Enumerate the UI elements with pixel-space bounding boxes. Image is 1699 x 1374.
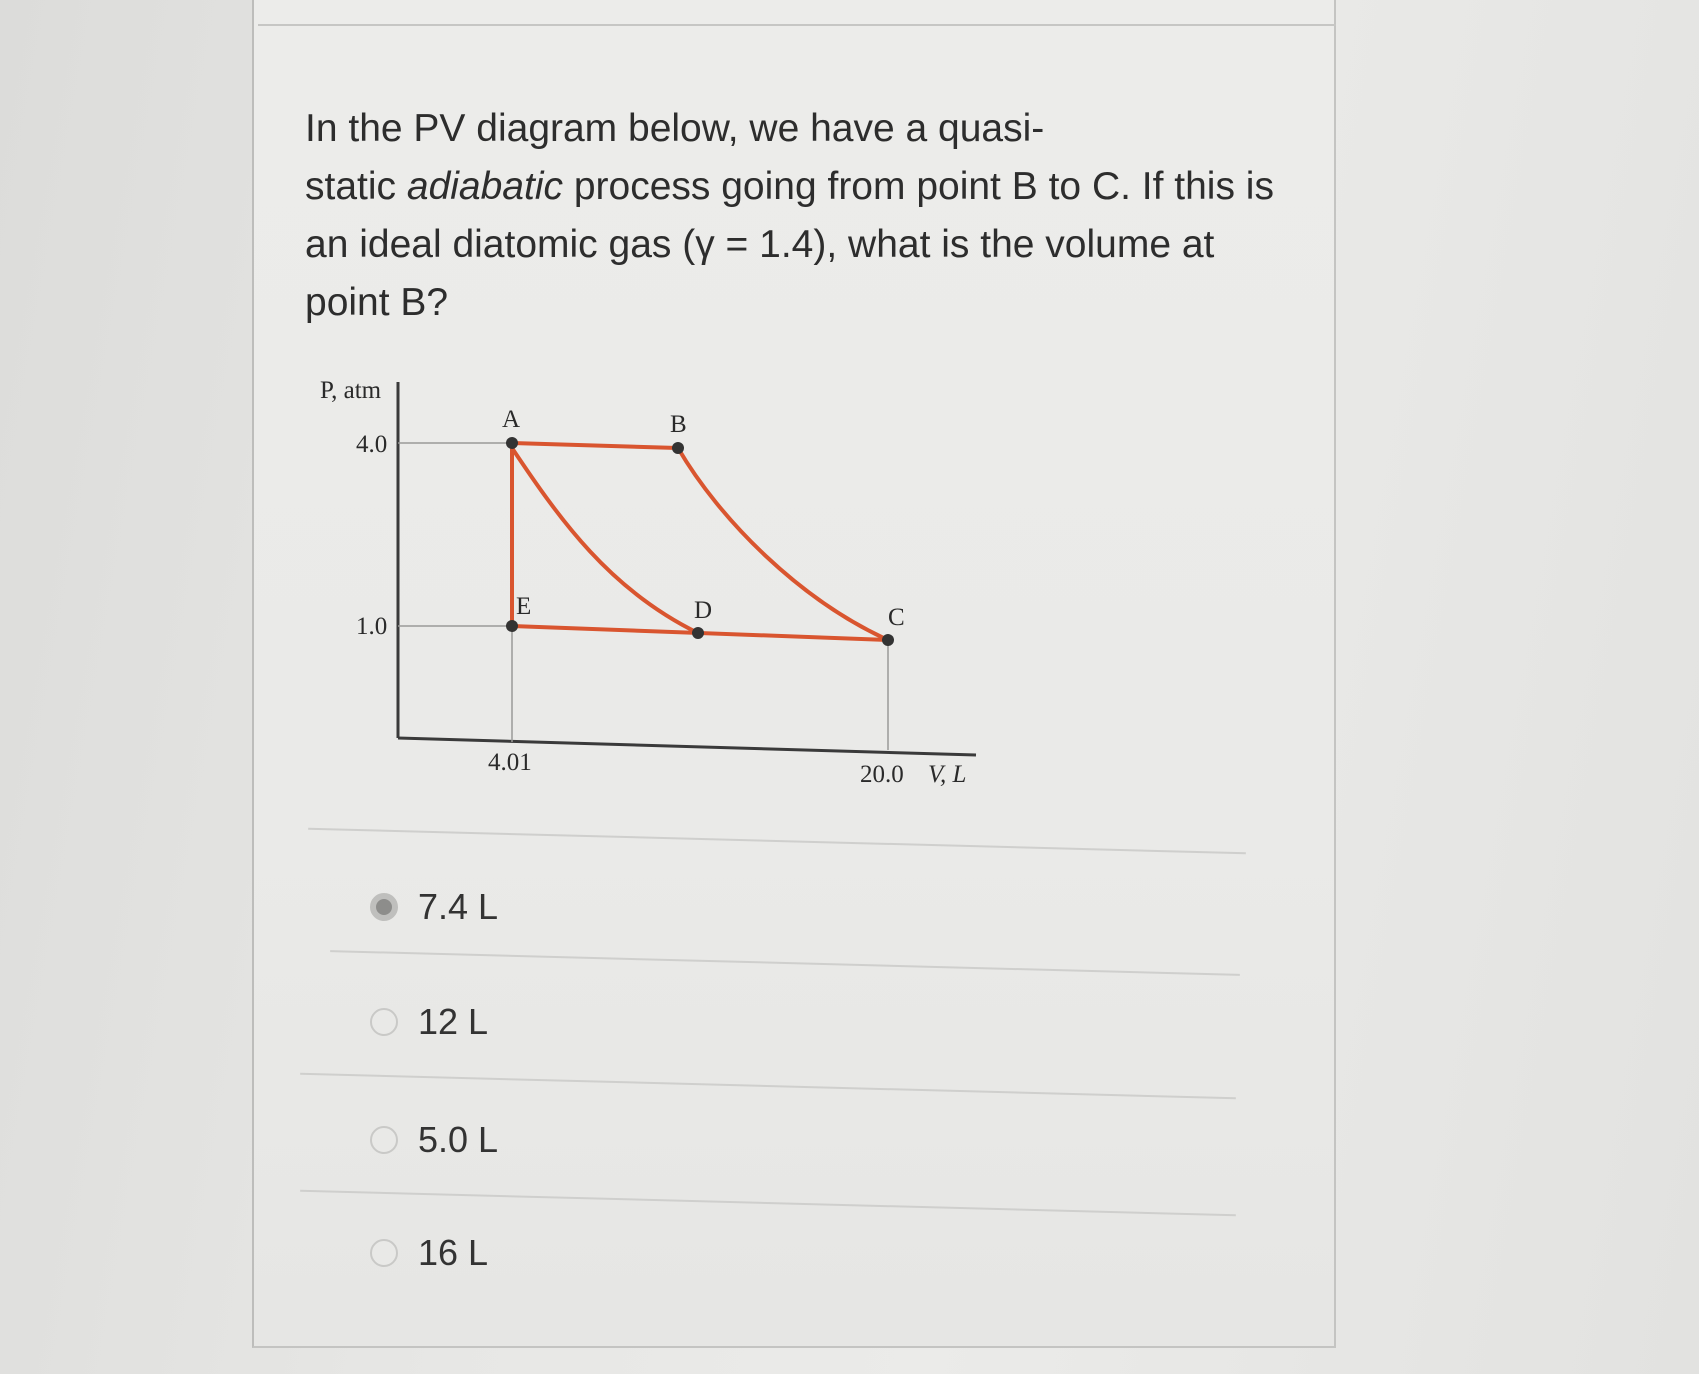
point-c-label: C <box>888 604 905 631</box>
radio-icon[interactable] <box>370 1239 398 1267</box>
point-e-label: E <box>516 593 532 620</box>
x-tick-20: 20.0 <box>860 761 904 788</box>
answer-option-2[interactable] <box>370 1001 488 1043</box>
question-line-2b: process going from point B to C. If this is <box>563 165 1274 208</box>
question-emphasis: adiabatic <box>406 165 563 208</box>
point-b-marker <box>672 442 684 454</box>
process-ad-curve <box>512 448 698 633</box>
y-axis-label: P, atm <box>320 377 382 404</box>
answer-option-3[interactable] <box>370 1119 498 1161</box>
answer-option-1[interactable] <box>370 886 498 928</box>
point-d-marker <box>692 627 704 639</box>
radio-icon[interactable] <box>370 1126 398 1154</box>
point-d-label: D <box>694 597 713 624</box>
answer-option-4[interactable] <box>370 1232 488 1274</box>
answer-label: 7.4 L <box>418 886 499 927</box>
pv-diagram-svg <box>300 370 1000 790</box>
pv-diagram <box>300 370 1000 790</box>
point-a-label: A <box>502 406 521 433</box>
radio-icon[interactable] <box>370 1008 398 1036</box>
point-c-marker <box>882 634 894 646</box>
answer-label: 5.0 L <box>418 1119 499 1160</box>
x-axis-label: V, L <box>928 761 967 788</box>
question-text <box>305 100 1285 332</box>
point-e-marker <box>506 620 518 632</box>
card-top-divider <box>258 24 1336 26</box>
point-a-marker <box>506 437 518 449</box>
x-tick-401: 4.01 <box>488 749 532 776</box>
answer-label: 16 L <box>418 1232 489 1273</box>
question-line-1: In the PV diagram below, we have a quasi- <box>305 107 1045 150</box>
question-line-4: point B? <box>305 281 449 324</box>
question-line-3: an ideal diatomic gas (γ = 1.4), what is the volume at <box>305 223 1215 266</box>
process-ab <box>512 443 678 448</box>
y-tick-4: 4.0 <box>356 431 388 458</box>
point-b-label: B <box>670 411 687 438</box>
y-tick-1: 1.0 <box>356 613 388 640</box>
x-axis <box>398 738 976 755</box>
radio-selected-icon[interactable] <box>370 893 398 921</box>
answer-label: 12 L <box>418 1001 489 1042</box>
question-line-2a: static <box>305 165 407 208</box>
